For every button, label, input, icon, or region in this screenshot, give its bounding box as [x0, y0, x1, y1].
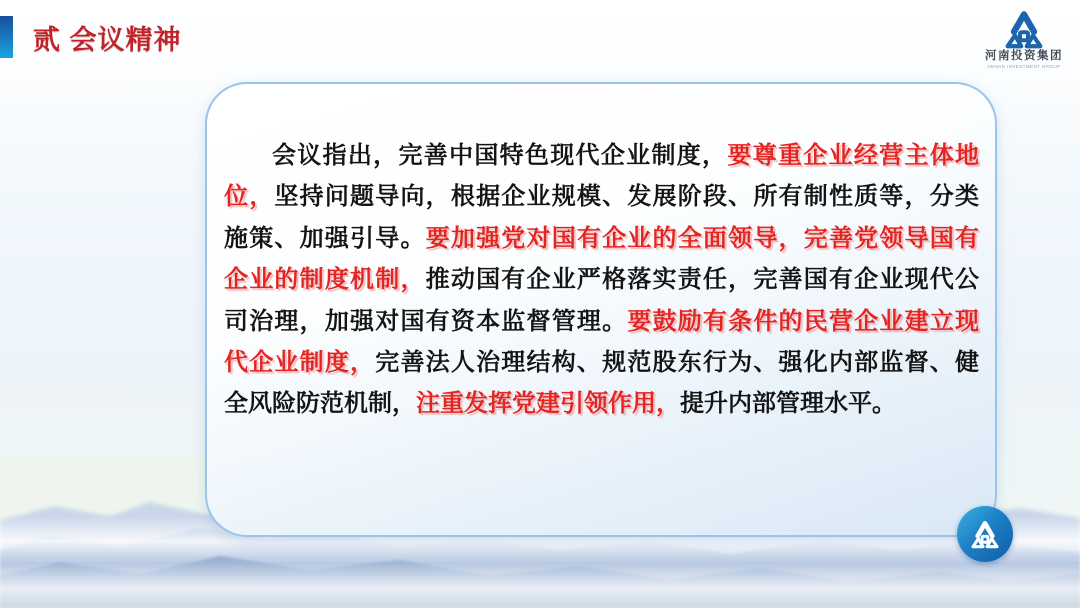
meeting-text [207, 84, 995, 425]
text-line [224, 259, 979, 300]
text-line [224, 135, 979, 176]
company-name-en: HENAN INVESTMENT GROUP [987, 63, 1061, 70]
content-card [205, 82, 997, 537]
text-line [224, 342, 979, 383]
company-emblem-icon [1002, 9, 1046, 49]
text-line [224, 383, 979, 424]
company-logo [976, 9, 1072, 70]
emphasis-red-text: 注重发挥党建引领作用， [416, 390, 680, 418]
text-line [224, 176, 979, 217]
emphasis-red-text: 位， [224, 183, 275, 211]
page-title: 贰 会议精神 [33, 24, 182, 55]
slide-header [0, 16, 182, 58]
header-accent-bar [0, 16, 13, 58]
badge-emblem-icon [969, 519, 1001, 549]
emphasis-red-text: 要加强党对国有企业的全面领导，完善党领导国有 [425, 224, 979, 252]
emphasis-red-text: 要鼓励有条件的民营企业建立现 [627, 307, 980, 335]
emphasis-red-text: 代企业制度， [224, 349, 376, 377]
mist-band-lower [0, 558, 1080, 608]
text-line [224, 301, 979, 342]
body-text: 推动国有企业严格落实责任，完善国有企业现代公 [425, 266, 979, 294]
emphasis-red-text: 企业的制度机制， [224, 266, 426, 294]
emphasis-red-text: 要尊重企业经营主体地 [727, 142, 980, 169]
body-text: 完善法人治理结构、规范股东行为、强化内部监督、健 [375, 349, 980, 377]
body-text: 坚持问题导向，根据企业规模、发展阶段、所有制性质等，分类 [274, 183, 980, 211]
body-text: 全风险防范机制， [224, 390, 416, 418]
logo-badge [957, 506, 1013, 562]
body-text: 提升内部管理水平。 [680, 390, 896, 418]
body-text: 会议指出，完善中国特色现代企业制度， [272, 142, 728, 169]
body-text: 司治理，加强对国有资本监督管理。 [224, 307, 628, 335]
company-name: 河南投资集团 [985, 50, 1063, 62]
body-text: 施策、加强引导。 [224, 224, 426, 252]
text-line [224, 218, 979, 259]
